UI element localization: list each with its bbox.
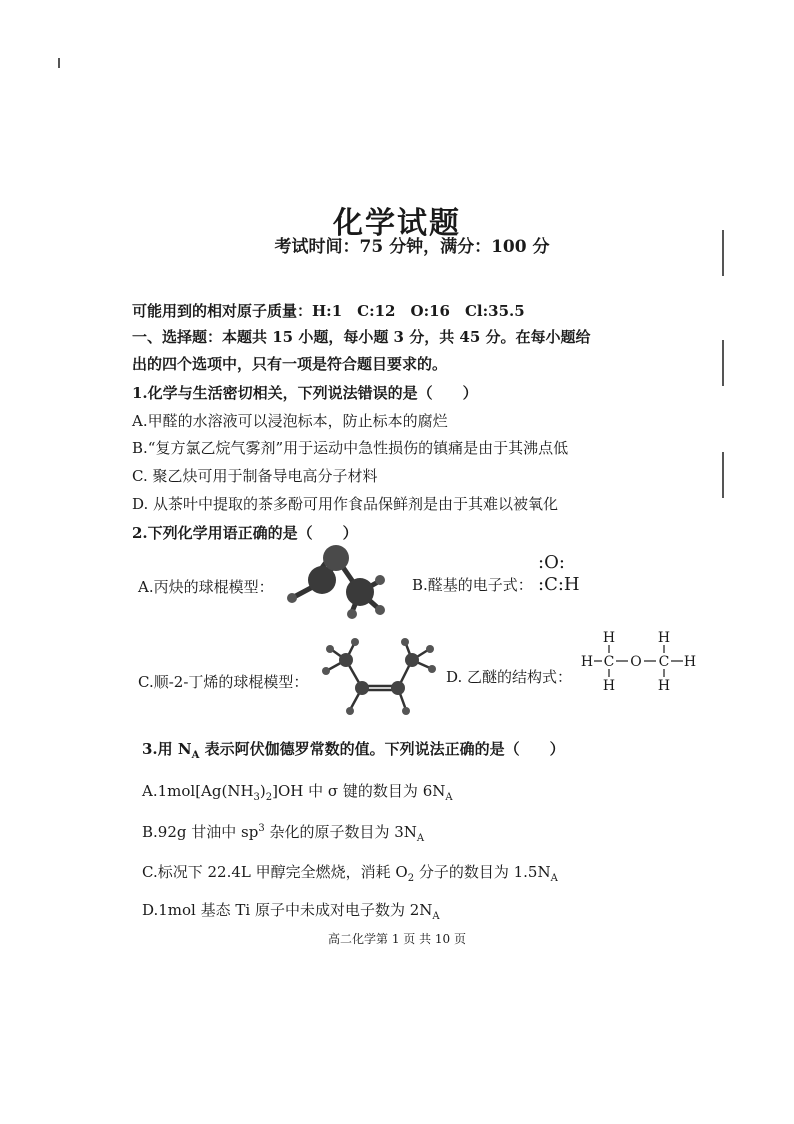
diethyl-ether-structural-formula	[576, 626, 700, 696]
q1-option-b: B.“复方氯乙烷气雾剂”用于运动中急性损伤的镇痛是由于其沸点低	[132, 439, 569, 457]
hydrogen-atom	[428, 665, 436, 673]
hydrogen-atom	[401, 638, 409, 646]
hydrogen-atom	[375, 575, 385, 585]
q3-option-d: D.1mol 基态 Ti 原子中未成对电子数为 $2N_A$	[142, 901, 440, 922]
hydrogen-atom	[351, 638, 359, 646]
cis-2-butene-ball-stick-model	[310, 634, 440, 720]
ether-atom-h: H	[683, 654, 697, 670]
hydrogen-atom	[426, 645, 434, 653]
scan-mark-left	[58, 58, 60, 68]
hydrogen-atom	[402, 707, 410, 715]
carbon-atom	[339, 653, 353, 667]
formyl-electron-formula	[538, 552, 580, 596]
carbon-atom	[391, 681, 405, 695]
propyne-ball-stick-model	[280, 542, 400, 622]
q1-option-c: C. 聚乙炔可用于制备导电高分子材料	[132, 467, 378, 485]
ether-atom-c: C	[603, 654, 615, 670]
hydrogen-atom	[375, 605, 385, 615]
q3-option-c: C.标况下 22.4L 甲醇完全燃烧，消耗 $O_2$ 分子的数目为 $1.5N_A$	[142, 863, 558, 884]
ether-atom-h: H	[657, 678, 671, 694]
hydrogen-atom	[287, 593, 297, 603]
section-heading-line2: 出的四个选项中，只有一项是符合题目要求的。	[132, 355, 448, 373]
section-heading-line1: 一、选择题：本题共 15 小题，每小题 3 分，共 45 分。在每小题给	[132, 328, 591, 346]
page-footer: 高二化学第 1 页 共 10 页	[328, 932, 466, 946]
hydrogen-atom	[322, 667, 330, 675]
hydrogen-atom	[326, 645, 334, 653]
formyl-oxygen: :O:	[538, 552, 565, 573]
q3-option-b: B.92g 甘油中 $sp^3$ 杂化的原子数目为 $3N_A$	[142, 823, 425, 844]
q1-option-a: A.甲醛的水溶液可以浸泡标本，防止标本的腐烂	[132, 412, 448, 430]
q2-option-b: B.醛基的电子式：	[412, 576, 533, 594]
hydrogen-atom	[346, 707, 354, 715]
scan-mark-right-2	[722, 340, 724, 386]
ether-atom-h: H	[602, 678, 616, 694]
ether-atom-h: H	[657, 630, 671, 646]
q1-option-d: D. 从茶叶中提取的茶多酚可用作食品保鲜剂是由于其难以被氧化	[132, 495, 559, 513]
q1-stem: 1.化学与生活密切相关，下列说法错误的是（ ）	[132, 384, 478, 402]
carbon-atom-3	[346, 578, 374, 606]
q3-stem: 3.用 $N_A$ 表示阿伏伽德罗常数的值。下列说法正确的是（ ）	[142, 740, 565, 761]
ether-atom-h: H	[580, 654, 594, 670]
ether-atom-h: H	[602, 630, 616, 646]
q2-option-d: D. 乙醚的结构式：	[446, 668, 573, 686]
carbon-atom	[355, 681, 369, 695]
q2-option-a: A.丙炔的球棍模型：	[138, 578, 274, 596]
ether-atom-c: C	[658, 654, 670, 670]
q2-option-c: C.顺-2-丁烯的球棍模型：	[138, 673, 309, 691]
ether-atom-o: O	[630, 654, 642, 670]
q2-stem: 2.下列化学用语正确的是（ ）	[132, 524, 358, 542]
scan-mark-right-3	[722, 452, 724, 498]
formyl-carbon-hydrogen: :C:H	[538, 574, 580, 595]
hydrogen-atom	[347, 609, 357, 619]
carbon-atom	[405, 653, 419, 667]
exam-info: 考试时间：75 分钟，满分：100 分	[274, 237, 550, 257]
carbon-atom-2	[323, 545, 349, 571]
q3-option-a: $A.1mol[Ag(NH_3)_2]OH$ 中 σ 键的数目为 $6N_A$	[142, 782, 453, 803]
page-title: 化学试题	[333, 206, 461, 241]
atomic-masses: 可能用到的相对原子质量：H:1 C:12 O:16 Cl:35.5	[132, 302, 525, 320]
